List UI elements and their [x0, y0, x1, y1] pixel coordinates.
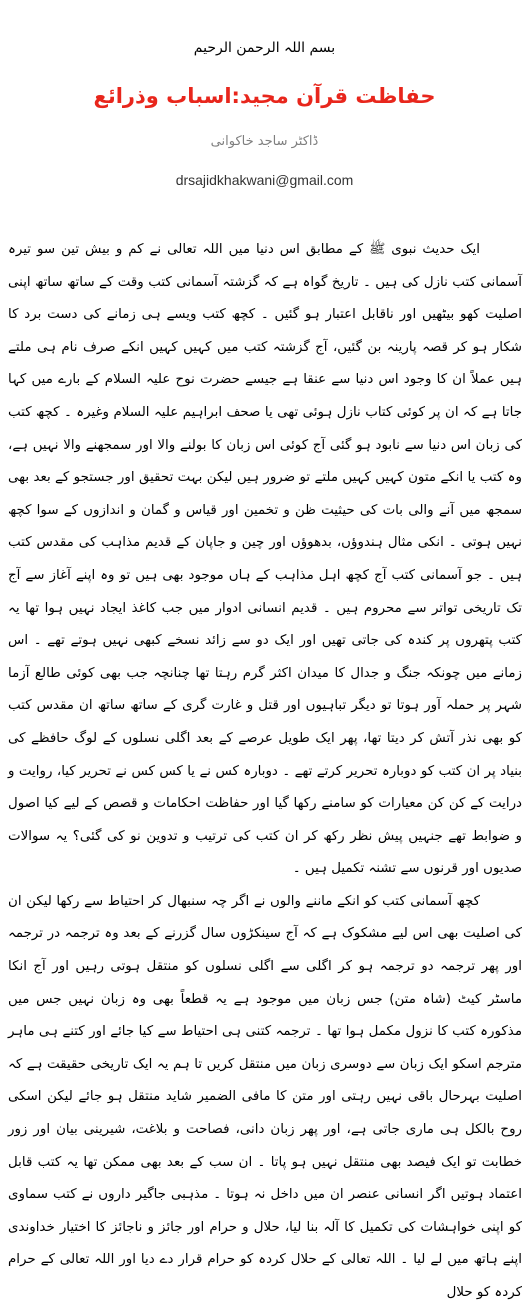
author-name: ڈاکٹر ساجد خاکوانی [210, 134, 319, 149]
article-paragraph: ایک حدیث نبوی ﷺ کے مطابق اس دنیا میں اللہ تعالی نے کم و بیش تین سو تیرہ آسمانی کتب نازل کی ہیں ۔ تاریخ گواہ ہے کہ گزشتہ آسمانی کتب وقت کے ساتھ ساتھ اپنی اصلیت کھو بیٹھیں اور ناقابل اعتبار ہو گئیں ۔ کچھ کتب ویسے ہی زمانے کی دست برد کا شکار ہو کر قصہ پارینہ بن گئیں، آج گزشتہ کتب میں کہیں کہیں انکے صرف نام ہی ملتے ہیں عملاً ان کا وجود اس دنیا سے عنقا ہے جیسے حضرت نوح علیہ السلام کے بارے میں کہا جاتا ہے کہ ان پر کوئی کتاب نازل ہوئی تھی یا صحف ابراہیم علیہ السلام وغیرہ ۔ کچھ کتب کی زبان اس دنیا سے نابود ہو گئی آج کوئی اس زبان کا بولنے والا اور سمجھنے والا نہیں ہے، وہ کتب یا انکے متون کہیں کہیں ملتے تو ضرور ہیں لیکن بہت تحقیق اور جستجو کے بعد بھی سمجھ میں آنے والی بات کی حیثیت ظن و تخمین اور قیاس و گمان و اندازوں کے سوا کچھ نہیں ہوتی ۔ انکی مثال ہندوؤں، بدھوؤں اور چین و جاپان کے قدیم مذاہب کی مقدس کتب ہیں ۔ جو آسمانی کتب آج کچھ اہل مذاہب کے ہاں موجود بھی ہیں تو وہ اپنے آغاز سے آج تک تاریخی تواتر سے محروم ہیں ۔ قدیم انسانی ادوار میں جب کاغذ ایجاد نہیں ہوا تھا یہ کتب پتھروں پر کندہ کی جاتی تھیں اور ایک دو سے زائد نسخے کبھی نہیں ہوتے تھے ۔ اس زمانے میں چونکہ جنگ و جدال کا میدان اکثر گرم رہتا تھا چنانچہ جب بھی کوئی طالع آزما شہر پر حملہ آور ہوتا تو دیگر تباہیوں اور قتل و غارت گری کے ساتھ ساتھ ان مقدس کتب کو بھی نذر آتش کر دیتا تھا، پھر ایک طویل عرصے کے بعد اگلی نسلوں کے لوگ حافظے کی بنیاد پر ان کتب کو دوبارہ تحریر کرتے تھے ۔ دوبارہ کس نے یا کس کس نے تحریر کیا، روایت و درایت کے کن کن معیارات کو سامنے رکھا گیا اور حفاظت احکامات و قصص کے لیے کیا اصول و ضوابط تھے جنہیں پیش نظر رکھ کر ان کتب کی ترتیب و تدوین نو کی گئی؟ یہ سوالات صدیوں اور قرنوں سے تشنہ تکمیل ہیں ۔ [8, 242, 522, 877]
bismillah-heading: بسم اللہ الرحمن الرحیم [193, 40, 336, 56]
article-paragraph: کچھ آسمانی کتب کو انکے ماننے والوں نے اگر چہ سنبھال کر احتیاط سے رکھا لیکن ان کی اصلیت بھی اس لیے مشکوک ہے کہ آج سینکڑوں سال گزرنے کے بعد وہ ترجمہ در ترجمہ اور پھر ترجمہ دو ترجمہ ہو کر اگلی سے اگلی نسلوں کو منتقل ہوتی رہیں اور آج انکا ماسٹر کیٹ (شاہ متن) جس زبان میں موجود ہے یہ قطعاً بھی وہ زبان نہیں جس میں مذکورہ کتب کا نزول مکمل ہوا تھا ۔ ترجمہ کتنی ہی احتیاط سے کیا جائے اور کتنے ہی ماہر مترجم اسکو ایک زبان سے دوسری زبان میں منتقل کریں تا ہم یہ ایک تاریخی حقیقت ہے کہ اصلیت بہرحال باقی نہیں رہتی اور متن کا مافی الضمیر شاید منتقل ہو جائے لیکن اسکی روح بالکل ہی ماری جاتی ہے، اور پھر زبان دانی، فصاحت و بلاغت، شیرینی بیان اور زور خطابت تو ایک فیصد بھی منتقل نہیں ہو پاتا ۔ ان سب کے بعد بھی ممکن تھا یہ کتب قابل اعتماد ہوتیں اگر انسانی عنصر ان میں داخل نہ ہوتا ۔ مذہبی جاگیر داروں نے کتب سماوی کو اپنی خواہشات کی تکمیل کا آلہ بنا لیا، حلال و حرام اور جائز و ناجائز کا اختیار خداوندی اپنے ہاتھ میں لے لیا ۔ اللہ تعالی کے حلال کردہ کو حرام قرار دے دیا اور اللہ تعالی کے حرام کردہ کو حلال [8, 893, 522, 1300]
article-title: حفاظت قرآن مجید:اسباب وذرائع [93, 84, 436, 108]
article-body [8, 234, 522, 1310]
author-email: drsajidkhakwani@gmail.com [175, 172, 354, 188]
